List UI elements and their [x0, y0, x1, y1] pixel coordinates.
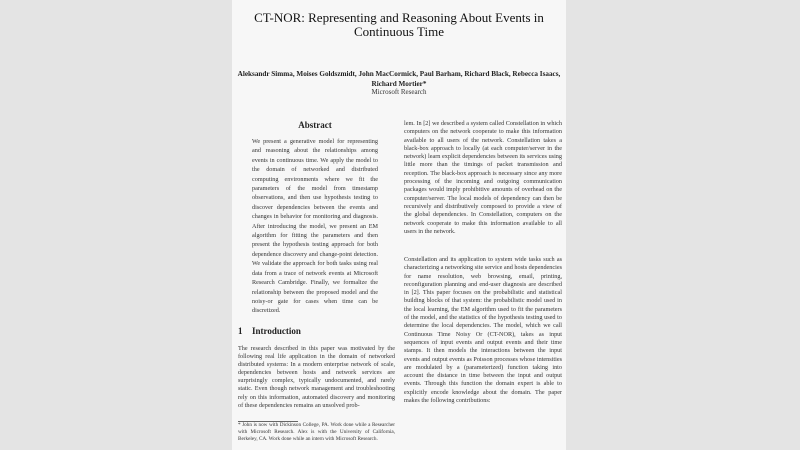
section-title: Introduction	[252, 326, 301, 336]
affiliation: Microsoft Research	[371, 88, 427, 96]
abstract-text: We present a generative model for representing and reasoning about the relationships among events in continuous time. We apply the model to the domain of networked and distributed computing environments where we fit the parameters of the model from timestamp observations, and then use hypothesis testing to discover dependencies between the events and changes in behavior for monitoring and diagnosis. After introducing the model, we present an EM algorithm for fitting the parameters and then present the hypothesis testing approach for both dependence discovery and change-point detection. We validate the approach for both tasks using real data from a trace of network events at Microsoft Research Cambridge. Finally, we formalize the relationship between the proposed model and the noisy-or gate for cases when time can be discretized.	[252, 138, 378, 315]
footnote: * John is now with Dickinson College, PA. Work done while a Researcher with Microsoft Research. Alex is with the University of California, Berkeley, CA. Work done while an intern with Microsoft Research.	[238, 422, 395, 442]
right-column-paragraph-2: Constellation and its application to system wide tasks such as characterizing a networking site service and hosts dependencies for name resolution, web browsing, email, printing, reconfiguration planning and end-user diagnosis are described in [2]. This paper focuses on the probabilistic and statistical building blocks of that system: the probabilistic model used in the local learning, the EM algorithm used to fit the parameters of the model, and the statistics of the hypothesis testing used to determine the local dependencies. The model, which we call Continuous Time Noisy Or (CT-NOR), takes as input sequences of input events and output events and their time stamps. It then models the interactions between the input events and output events as Poisson processes whose intensities are modulated by a (parameterized) function taking into account the distance in time between the input and output events. Through this function the domain expert is able to explicitly encode knowledge about the domain. The paper makes the following contributions:	[404, 256, 562, 405]
viewer-background-left	[0, 0, 232, 450]
section-heading-introduction	[238, 326, 388, 336]
paper-page	[232, 0, 566, 450]
paper-title: CT-NOR: Representing and Reasoning About Events in Continuous Time	[254, 10, 544, 39]
author-list: Aleksandr Simma, Moises Goldszmidt, John MacCormick, Paul Barham, Richard Black, Rebecca Isaacs, Richard Mortier*	[237, 70, 561, 88]
viewer-background-right	[566, 0, 800, 450]
right-column-paragraph-1: lem. In [2] we described a system called Constellation in which computers on the network cooperate to make this information available to all users of the network. Constellation takes a black-box approach to locally (at each computer/server in the network) learn explicit dependencies between its services using little more than the timings of packet transmission and reception. The black-box approach is necessary since any more processing of the incoming and outgoing communication packages would imply prohibitive amounts of overhead on the computer/server. The local models of dependency can then be recursively and distributively composed to provide a view of the global dependencies. In Constellation, computers on the network cooperate to make this information available to all users in the network.	[404, 120, 562, 235]
introduction-paragraph: The research described in this paper was motivated by the following real life application in the domain of networked distributed systems: In a modern enterprise network of scale, dependencies between hosts and network services are surprisingly complex, typically undocumented, and rarely static. Even though network management and troubleshooting rely on this information, automated discovery and monitoring of these dependencies remains an unsolved prob-	[238, 345, 395, 409]
section-number: 1	[238, 326, 243, 336]
abstract-heading: Abstract	[298, 120, 332, 130]
